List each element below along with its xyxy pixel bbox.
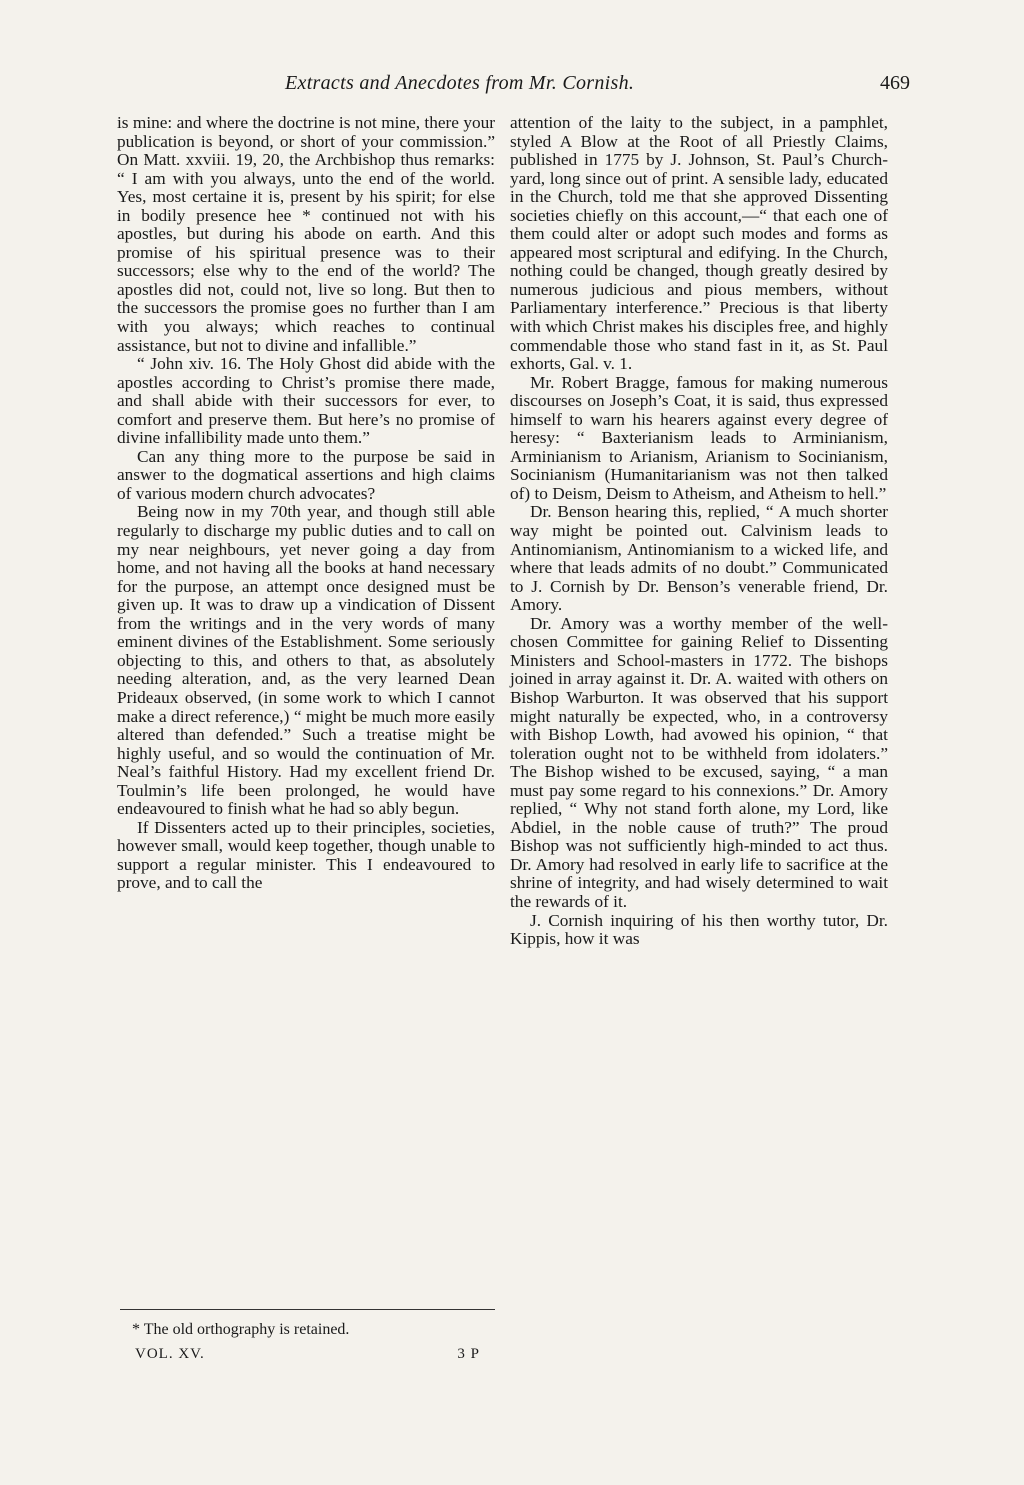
footnote: * The old orthography is retained. xyxy=(132,1321,350,1338)
right-paragraph-5: J. Cornish inquiring of his then worthy tutor, Dr. Kippis, how it was xyxy=(510,910,888,949)
footnote-rule xyxy=(120,1309,495,1310)
right-paragraph-2: Mr. Robert Bragge, famous for making numerous discourses on Joseph’s Coat, it is said, thus expressed himself to warn his hearers against every degree of heresy: “ Baxterianism leads to Arminianism, Arminianism to Arianism, Arianism to Socinianism, Socinianism (Humanitarianism was not then talked of) to Deism, Deism to Atheism, and Atheism to hell.” xyxy=(510,372,888,503)
left-paragraph-5: If Dissenters acted up to their principles, societies, however small, would keep together, though unable to support a regular minister. This I endeavoured to prove, and to call the xyxy=(117,817,495,893)
right-column xyxy=(510,114,888,1414)
left-paragraph-3: Can any thing more to the purpose be said in answer to the dogmatical assertions and high claims of various modern church advocates? xyxy=(117,446,495,503)
right-paragraph-4: Dr. Amory was a worthy member of the well-chosen Committee for gaining Relief to Dissenting Ministers and School-masters in 1772. The bishops joined in array against it. Dr. A. waited with others on Bishop Warburton. It was observed that his support might naturally be expected, who, in a controversy with Bishop Lowth, had avowed his opinion, “ that toleration ought not to be withheld from idolaters.” The Bishop wished to be excused, saying, “ a man must pay some regard to his connexions.” Dr. Amory replied, “ Why not stand forth alone, my Lord, like Abdiel, in the noble cause of truth?” The proud Bishop was not sufficiently high-minded to act thus. Dr. Amory had resolved in early life to sacrifice at the shrine of integrity, and had wisely determined to wait the rewards of it. xyxy=(510,613,888,911)
right-paragraph-3: Dr. Benson hearing this, replied, “ A much shorter way might be pointed out. Calvinism leads to Antinomianism, Antinomianism to a wicked life, and where that leads admits of no doubt.” Communicated to J. Cornish by Dr. Benson’s venerable friend, Dr. Amory. xyxy=(510,502,888,615)
left-paragraph-4: Being now in my 70th year, and though still able regularly to discharge my public duties and to call on my near neighbours, yet never going a day from home, and not having all the books at hand necessary for the purpose, an attempt once designed must be given up. It was to draw up a vindication of Dissent from the writings and in the very words of many eminent divines of the Establishment. Some seriously objecting to this, and others to that, as absolutely needing alteration, and, as the very learned Dean Prideaux observed, (in some work to which I cannot make a direct reference,) “ might be much more easily altered than defended.” Such a treatise might be highly useful, and so would the continuation of Mr. Neal’s faithful History. Had my excellent friend Dr. Toulmin’s life been prolonged, he would have endeavoured to finish what he had so ably begun. xyxy=(117,502,495,819)
left-paragraph-2: “ John xiv. 16. The Holy Ghost did abide with the apostles according to Christ’s promise there made, and shall abide with their successors for ever, to comfort and preserve them. But here’s no promise of divine infallibility made unto them.” xyxy=(117,354,495,448)
volume-label: VOL. XV. xyxy=(135,1346,205,1362)
right-paragraph-1: attention of the laity to the subject, in a pamphlet, styled A Blow at the Root of all Priestly Claims, published in 1775 by J. Johnson, St. Paul’s Church-yard, long since out of print. A sensible lady, educated in the Church, told me that she approved Dissenting societies chiefly on this account,—“ that each one of them could alter or adopt such modes and forms as appeared most scriptural and edifying. In the Church, nothing could be changed, though greatly desired by numerous judicious and pious members, without Parliamentary interference.” Precious is that liberty with which Christ makes his disciples free, and highly commendable those who stand fast in it, as St. Paul exhorts, Gal. v. 1. xyxy=(510,113,888,374)
left-column xyxy=(117,114,495,1384)
running-title: Extracts and Anecdotes from Mr. Cornish. xyxy=(285,72,635,94)
signature-mark: 3 P xyxy=(457,1346,480,1362)
page-header xyxy=(120,72,910,102)
page-number: 469 xyxy=(880,72,910,94)
left-paragraph-1: is mine: and where the doctrine is not mine, there your publication is beyond, or short of your commission.” On Matt. xxviii. 19, 20, the Archbishop thus remarks: “ I am with you always, unto the end of the world. Yes, most certaine it is, present by his spirit; for else in bodily presence hee * continued not with his apostles, but during his abode on earth. And this promise of his spiritual presence was to their successors; else why to the end of the world? The apostles did not, could not, live so long. But then to the successors the promise goes no further than I am with you always; which reaches to continual assistance, but not to divine and infallible.” xyxy=(117,113,495,355)
